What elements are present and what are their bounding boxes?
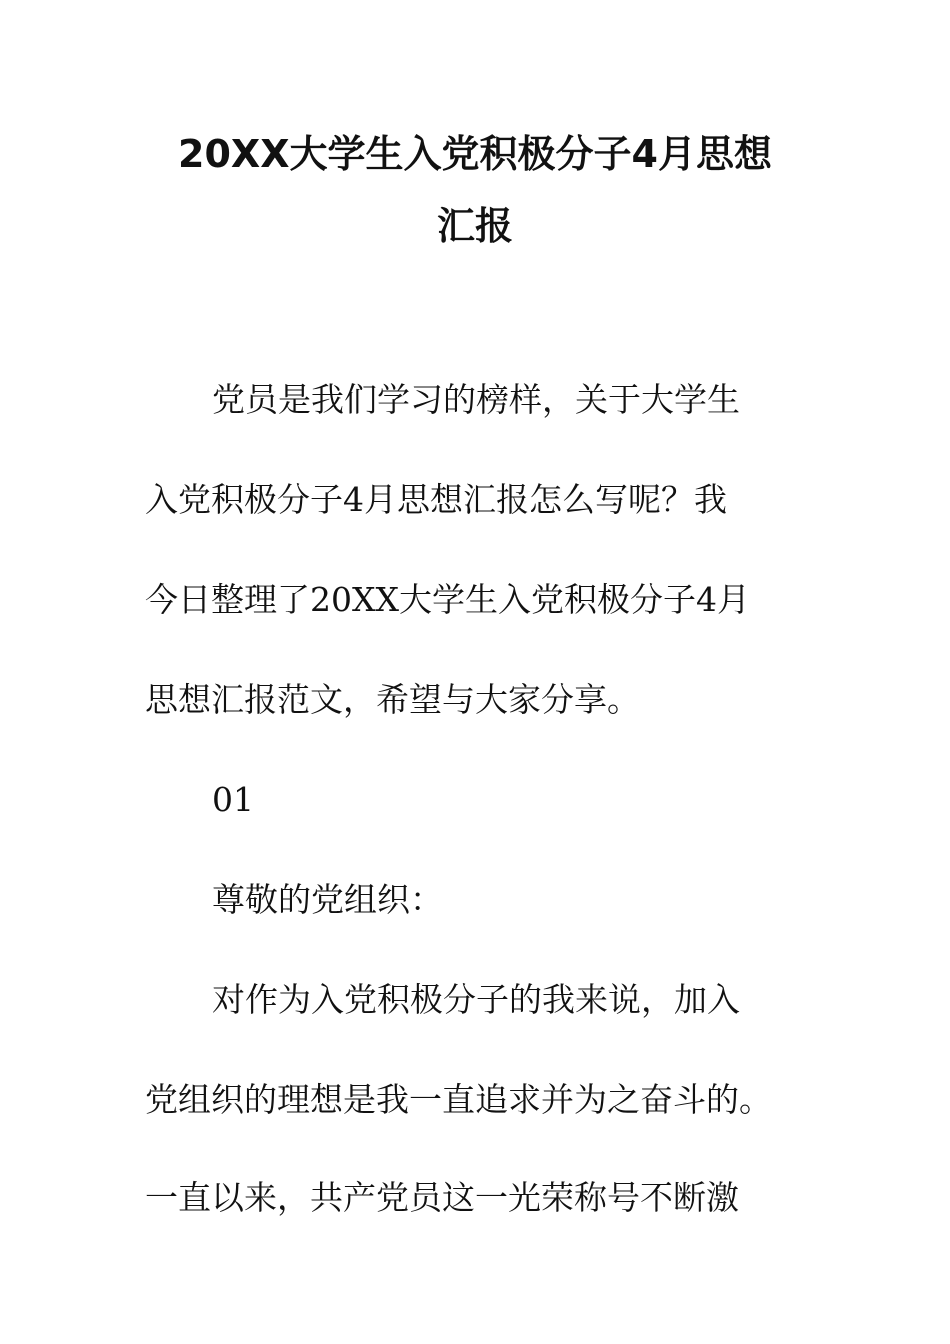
document-title-line-1: 20XX大学生入党积极分子4月思想 xyxy=(178,132,772,176)
body-line-9: 一直以来，共产党员这一光荣称号不断激 xyxy=(145,1178,739,1217)
body-line-1: 党员是我们学习的榜样，关于大学生 xyxy=(212,380,740,419)
body-line-2: 入党积极分子4月思想汇报怎么写呢？我 xyxy=(145,480,727,519)
section-number: 01 xyxy=(212,780,254,819)
document-title-line-2: 汇报 xyxy=(436,204,513,248)
salutation: 尊敬的党组织： xyxy=(212,880,443,919)
body-line-3: 今日整理了20XX大学生入党积极分子4月 xyxy=(145,580,750,619)
body-line-7: 对作为入党积极分子的我来说，加入 xyxy=(212,980,740,1019)
body-line-8: 党组织的理想是我一直追求并为之奋斗的。 xyxy=(145,1080,772,1119)
body-line-4: 思想汇报范文，希望与大家分享。 xyxy=(145,680,640,719)
